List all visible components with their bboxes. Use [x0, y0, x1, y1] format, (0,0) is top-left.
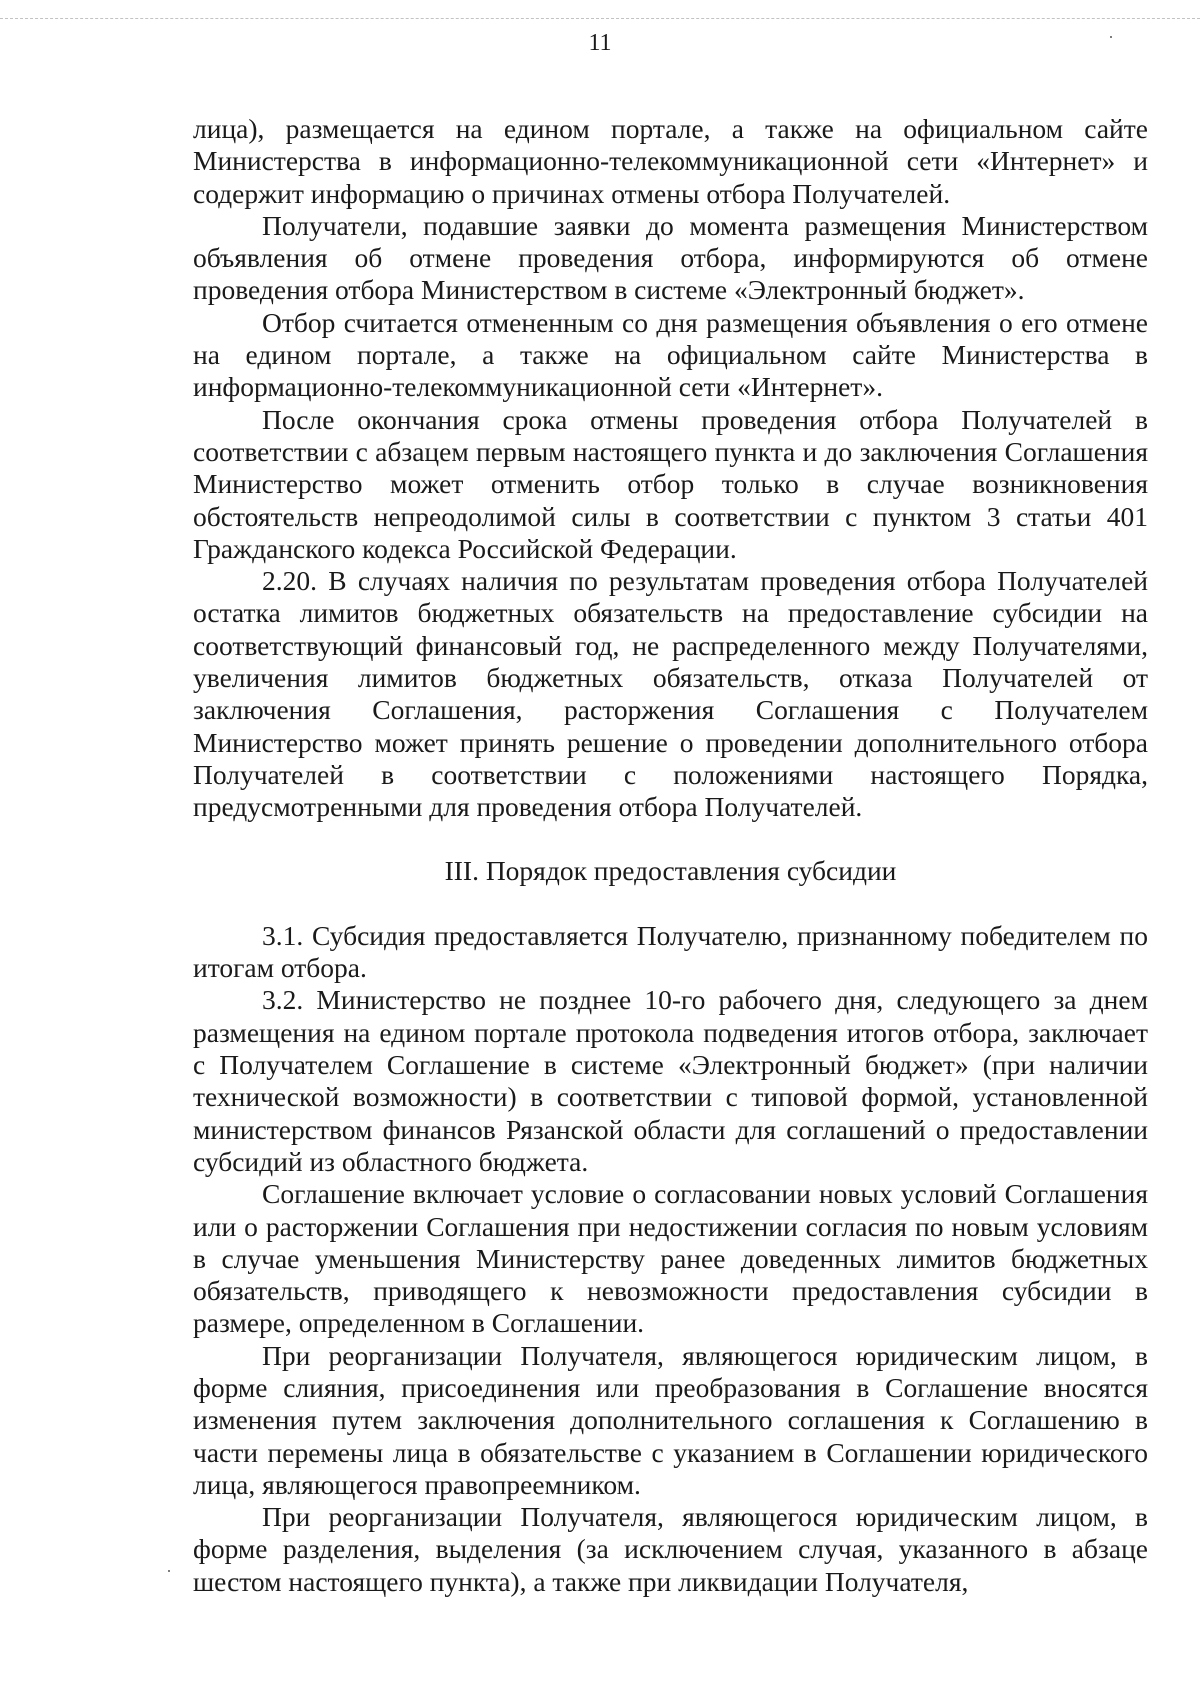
- page-number: 11: [588, 30, 612, 56]
- scan-speck: [168, 1570, 170, 1572]
- paragraph: 3.1. Субсидия предоставляется Получателю, признанному победителем по итогам отбора.: [193, 919, 1148, 984]
- section-heading: III. Порядок предоставления субсидии: [444, 854, 897, 886]
- paragraph: 2.20. В случаях наличия по результатам проведения отбора Получателей остатка лимитов бюджетных обязательств на предоставление субсидии на соответствующий финансовый год, не распределенного между Получателями, увеличения лимитов бюджетных обязательств, отказа Получателей от заключения Соглашения, расторжения Соглашения с Получателем Министерство может принять решение о проведении дополнительного отбора Получателей в соответствии с положениями настоящего Порядка, предусмотренными для проведения отбора Получателей.: [193, 565, 1148, 823]
- paragraph: При реорганизации Получателя, являющегося юридическим лицом, в форме разделения, выделения (за исключением случая, указанного в абзаце шестом настоящего пункта), а также при ликвидации Получателя,: [193, 1501, 1148, 1597]
- scan-speck: [1110, 36, 1112, 38]
- paragraph: 3.2. Министерство не позднее 10-го рабочего дня, следующего за днем размещения на едином портале протокола подведения итогов отбора, заключает с Получателем Соглашение в системе «Электронный бюджет» (при наличии технической возможности) в соответствии с типовой формой, установленной министерством финансов Рязанской области для соглашений о предоставлении субсидий из областного бюджета.: [193, 984, 1148, 1177]
- paragraph: лица), размещается на едином портале, а также на официальном сайте Министерства в информационно-телекоммуникационной сети «Интернет» и содержит информацию о причинах отмены отбора Получателей.: [193, 113, 1148, 209]
- document-body: [193, 113, 1148, 1598]
- scan-edge-line: [0, 18, 1200, 19]
- paragraph: При реорганизации Получателя, являющегося юридическим лицом, в форме слияния, присоединения или преобразования в Соглашение вносятся изменения путем заключения дополнительного соглашения к Соглашению в части перемены лица в обязательстве с указанием в Соглашении юридического лица, являющегося правопреемником.: [193, 1339, 1148, 1500]
- paragraph: Соглашение включает условие о согласовании новых условий Соглашения или о расторжении Соглашения при недостижении согласия по новым условиям в случае уменьшения Министерству ранее доведенных лимитов бюджетных обязательств, приводящего к невозможности предоставления субсидии в размере, определенном в Соглашении.: [193, 1178, 1148, 1339]
- paragraph: Получатели, подавшие заявки до момента размещения Министерством объявления об отмене проведения отбора, информируются об отмене проведения отбора Министерством в системе «Электронный бюджет».: [193, 209, 1148, 306]
- paragraph: После окончания срока отмены проведения отбора Получателей в соответствии с абзацем первым настоящего пункта и до заключения Соглашения Министерство может отменить отбор только в случае возникновения обстоятельств непреодолимой силы в соответствии с пунктом 3 статьи 401 Гражданского кодекса Российской Федерации.: [193, 403, 1148, 564]
- paragraph: Отбор считается отмененным со дня размещения объявления о его отмене на едином портале, а также на официальном сайте Министерства в информационно-телекоммуникационной сети «Интернет».: [193, 306, 1148, 403]
